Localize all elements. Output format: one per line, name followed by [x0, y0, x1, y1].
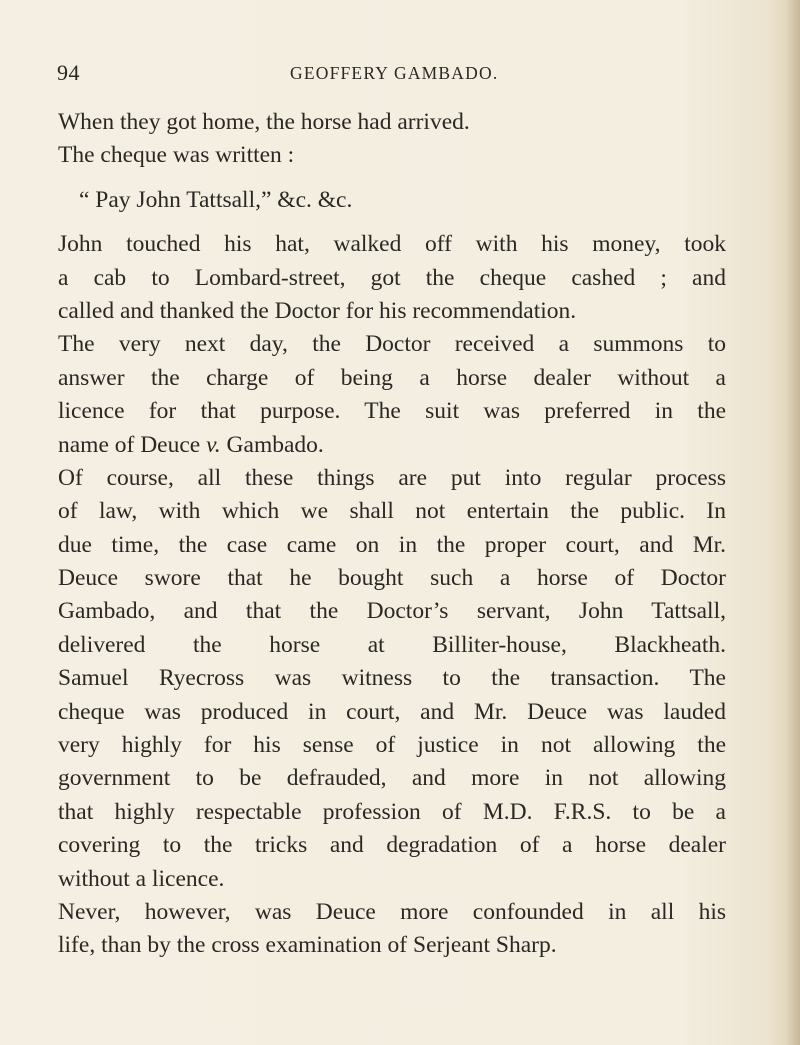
- running-title: GEOFFERY GAMBADO.: [290, 63, 499, 83]
- text-line: life, than by the cross examination of Serjeant Sharp.: [58, 932, 557, 959]
- text-line: The cheque was written :: [58, 142, 295, 169]
- page-number: 94: [57, 60, 80, 85]
- body-text: [58, 106, 726, 963]
- page-edge-shadow: [786, 0, 800, 1045]
- text-line: When they got home, the horse had arrived.: [58, 109, 470, 135]
- text-line: cheque was produced in court, and Mr. Deuce was lauded: [58, 698, 726, 725]
- text-line: government to be defrauded, and more in not allowing: [58, 765, 726, 792]
- text-line: answer the charge of being a horse dealer without a: [58, 364, 726, 391]
- text-line: without a licence.: [58, 865, 225, 892]
- text-line: of law, with which we shall not entertain the public. In: [58, 498, 726, 525]
- text-line: due time, the case came on in the proper court, and Mr.: [58, 531, 726, 558]
- text-line: covering to the tricks and degradation of a horse dealer: [58, 832, 726, 859]
- spacer: [58, 173, 726, 184]
- spacer: [58, 217, 726, 228]
- versus-abbrev: v.: [206, 431, 221, 458]
- text-line: called and thanked the Doctor for his recommendation.: [58, 297, 577, 324]
- text-line: delivered the horse at Billiter-house, Blackheath.: [58, 631, 726, 658]
- text-line: Samuel Ryecross was witness to the transaction. The: [58, 665, 726, 692]
- quoted-cheque-line: “ Pay John Tattsall,” &c. &c.: [79, 186, 353, 213]
- text-line: very highly for his sense of justice in not allowing the: [58, 732, 726, 759]
- text-line: Never, however, was Deuce more confounded in all his: [58, 898, 726, 925]
- text-line: licence for that purpose. The suit was preferred in the: [58, 398, 726, 425]
- text-line: John touched his hat, walked off with his money, took: [58, 231, 726, 258]
- text-line: that highly respectable profession of M.D. F.R.S. to be a: [58, 798, 726, 825]
- text-line: Of course, all these things are put into regular process: [58, 464, 726, 491]
- text-line: a cab to Lombard-street, got the cheque cashed ; and: [58, 264, 726, 291]
- text-line: name of Deuce v. Gambado.: [58, 431, 324, 458]
- text-line: Deuce swore that he bought such a horse of Doctor: [58, 565, 726, 592]
- text-line: Gambado, and that the Doctor’s servant, John Tattsall,: [58, 598, 726, 625]
- text-line: The very next day, the Doctor received a summons to: [58, 331, 726, 358]
